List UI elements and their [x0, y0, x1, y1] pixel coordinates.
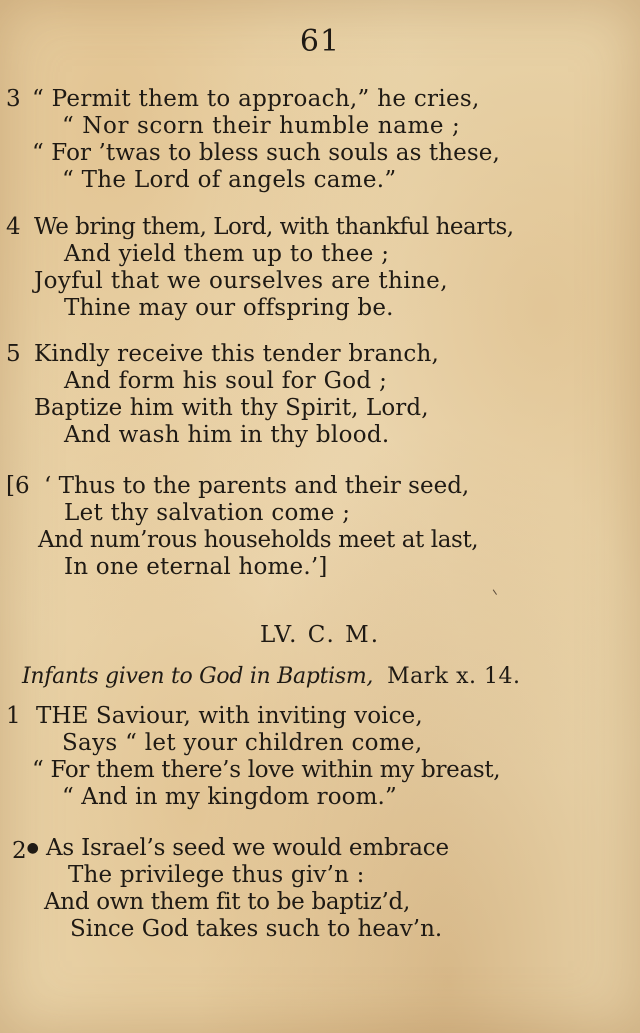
- verse-line: And wash him in thy blood.: [64, 422, 390, 448]
- ink-mark: [493, 587, 501, 595]
- verse-line: As Israel’s seed we would embrace: [46, 835, 449, 861]
- hymn-subtitle: Infants given to God in Baptism,: [22, 664, 374, 689]
- verse-line: Baptize him with thy Spirit, Lord,: [34, 395, 429, 421]
- verse-number: 5: [6, 341, 21, 367]
- verse-number: 4: [6, 214, 21, 240]
- verse-line: Thine may our offspring be.: [64, 295, 394, 321]
- verse-line: And own them fit to be baptiz’d,: [44, 889, 410, 915]
- verse-number: 1: [6, 703, 21, 729]
- verse-line: “ Permit them to approach,” he cries,: [32, 86, 480, 112]
- verse-line: And yield them up to thee ;: [64, 241, 390, 267]
- verse-line: Says “ let your children come,: [62, 730, 423, 756]
- verse-line: We bring them, Lord, with thankful hearts,: [34, 214, 514, 240]
- verse-line: And num’rous households meet at last,: [38, 527, 479, 553]
- verse-line: “ For ’twas to bless such souls as these,: [32, 140, 500, 166]
- scripture-reference: Mark x. 14.: [387, 664, 521, 689]
- verse-number: [6: [6, 473, 30, 499]
- page-number: 61: [299, 24, 341, 59]
- verse-line: “ The Lord of angels came.”: [62, 167, 397, 193]
- verse-line: ‘ Thus to the parents and their seed,: [44, 473, 470, 499]
- verse-line: Joyful that we ourselves are thine,: [34, 268, 448, 294]
- verse-number: 2●: [12, 838, 39, 864]
- verse-line: Since God takes such to heav’n.: [70, 916, 443, 942]
- verse-line: “ Nor scorn their humble name ;: [62, 113, 461, 139]
- verse-line: “ For them there’s love within my breast,: [32, 757, 501, 783]
- verse-line: Kindly receive this tender branch,: [34, 341, 439, 367]
- verse-line: The privilege thus giv’n :: [68, 862, 365, 888]
- hymn-subtitle-line: [22, 663, 520, 690]
- verse-line: And form his soul for God ;: [64, 368, 388, 394]
- verse-line: “ And in my kingdom room.”: [62, 784, 397, 810]
- verse-line: Let thy salvation come ;: [64, 500, 351, 526]
- verse-line: THE Saviour, with inviting voice,: [36, 703, 423, 729]
- verse-line: In one eternal home.’]: [64, 554, 328, 580]
- verse-number: 3: [6, 86, 21, 112]
- hymn-heading: LV. C. M.: [259, 622, 381, 648]
